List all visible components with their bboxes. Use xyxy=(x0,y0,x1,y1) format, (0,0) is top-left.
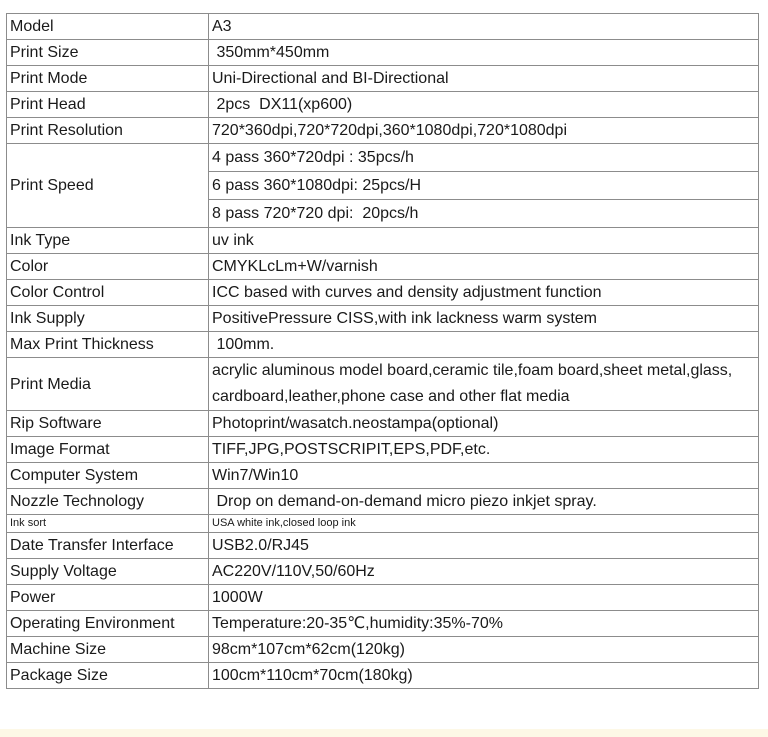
table-row xyxy=(7,228,759,254)
table-row xyxy=(7,332,759,358)
spec-label: Print Speed xyxy=(7,144,209,228)
spec-value: A3 xyxy=(209,14,759,40)
table-row xyxy=(7,515,759,533)
spec-value: TIFF,JPG,POSTSCRIPIT,EPS,PDF,etc. xyxy=(209,437,759,463)
table-row xyxy=(7,306,759,332)
table-row xyxy=(7,92,759,118)
spec-value: USB2.0/RJ45 xyxy=(209,533,759,559)
spec-label: Model xyxy=(7,14,209,40)
spec-value: 1000W xyxy=(209,585,759,611)
spec-label: Max Print Thickness xyxy=(7,332,209,358)
spec-label: Print Resolution xyxy=(7,118,209,144)
table-row xyxy=(7,358,759,411)
spec-value: 100mm. xyxy=(209,332,759,358)
spec-value: 2pcs DX11(xp600) xyxy=(209,92,759,118)
spec-value: Uni-Directional and BI-Directional xyxy=(209,66,759,92)
spec-label: Print Size xyxy=(7,40,209,66)
spec-label: Computer System xyxy=(7,463,209,489)
spec-label: Ink sort xyxy=(7,515,209,533)
table-row xyxy=(7,663,759,689)
table-row xyxy=(7,489,759,515)
spec-label: Color Control xyxy=(7,280,209,306)
spec-value: 4 pass 360*720dpi : 35pcs/h xyxy=(209,144,759,172)
spec-label: Nozzle Technology xyxy=(7,489,209,515)
spec-value: acrylic aluminous model board,ceramic tile,foam board,sheet metal,glass, cardboard,leather,phone case and other flat media xyxy=(209,358,759,411)
table-row xyxy=(7,254,759,280)
spec-label: Power xyxy=(7,585,209,611)
spec-label: Ink Type xyxy=(7,228,209,254)
spec-label: Color xyxy=(7,254,209,280)
table-row xyxy=(7,14,759,40)
spec-label: Package Size xyxy=(7,663,209,689)
spec-value: 98cm*107cm*62cm(120kg) xyxy=(209,637,759,663)
spec-value: Temperature:20-35℃,humidity:35%-70% xyxy=(209,611,759,637)
spec-value: ICC based with curves and density adjustment function xyxy=(209,280,759,306)
table-row xyxy=(7,66,759,92)
table-row xyxy=(7,280,759,306)
table-row xyxy=(7,118,759,144)
table-row xyxy=(7,40,759,66)
spec-value: USA white ink,closed loop ink xyxy=(209,515,759,533)
spec-table xyxy=(6,13,759,689)
spec-value: 6 pass 360*1080dpi: 25pcs/H xyxy=(209,172,759,200)
spec-label: Machine Size xyxy=(7,637,209,663)
spec-value: PositivePressure CISS,with ink lackness warm system xyxy=(209,306,759,332)
spec-label: Supply Voltage xyxy=(7,559,209,585)
spec-label: Rip Software xyxy=(7,411,209,437)
table-row xyxy=(7,437,759,463)
spec-value: uv ink xyxy=(209,228,759,254)
table-row xyxy=(7,411,759,437)
spec-value: AC220V/110V,50/60Hz xyxy=(209,559,759,585)
table-row xyxy=(7,611,759,637)
spec-value: CMYKLcLm+W/varnish xyxy=(209,254,759,280)
table-row xyxy=(7,533,759,559)
table-row xyxy=(7,559,759,585)
page-bottom-strip xyxy=(0,729,768,737)
table-row xyxy=(7,637,759,663)
spec-value: Drop on demand-on-demand micro piezo inkjet spray. xyxy=(209,489,759,515)
spec-value: 350mm*450mm xyxy=(209,40,759,66)
spec-value: 8 pass 720*720 dpi: 20pcs/h xyxy=(209,200,759,228)
spec-label: Operating Environment xyxy=(7,611,209,637)
spec-value: 720*360dpi,720*720dpi,360*1080dpi,720*1080dpi xyxy=(209,118,759,144)
spec-label: Ink Supply xyxy=(7,306,209,332)
table-row xyxy=(7,463,759,489)
table-row xyxy=(7,144,759,172)
spec-label: Date Transfer Interface xyxy=(7,533,209,559)
spec-value: 100cm*110cm*70cm(180kg) xyxy=(209,663,759,689)
spec-label: Print Head xyxy=(7,92,209,118)
spec-label: Image Format xyxy=(7,437,209,463)
spec-label: Print Media xyxy=(7,358,209,411)
spec-value: Photoprint/wasatch.neostampa(optional) xyxy=(209,411,759,437)
table-row xyxy=(7,585,759,611)
spec-value: Win7/Win10 xyxy=(209,463,759,489)
spec-label: Print Mode xyxy=(7,66,209,92)
